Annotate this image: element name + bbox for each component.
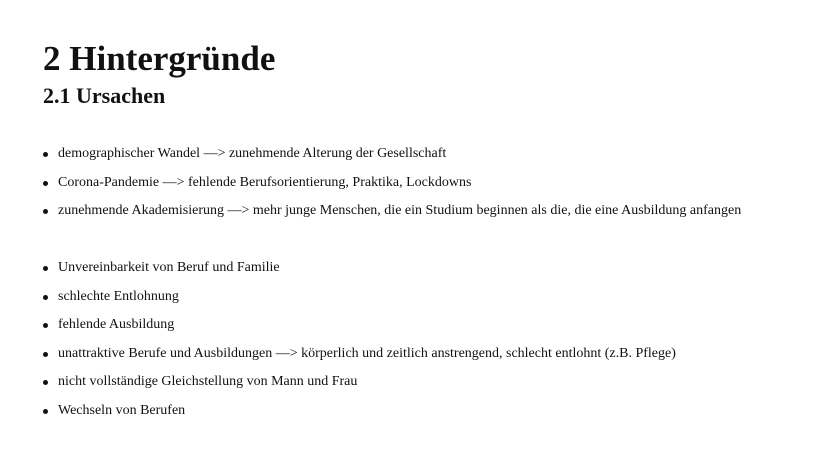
section-title: 2.1 Ursachen [43,83,166,108]
list-item-text: unattraktive Berufe und Ausbildungen —> körperlich und zeitlich anstrengend, schlecht entlohnt (z.B. Pflege) [58,345,676,361]
list-item [43,340,676,369]
cause-list-secondary [43,254,676,425]
list-item [43,283,676,312]
list-item-text: Unvereinbarkeit von Beruf und Familie [58,260,280,275]
list-item-text: demographischer Wandel —> zunehmende Alterung der Gesellschaft [58,146,447,161]
bullet-icon [43,352,48,357]
list-item-text: zunehmende Akademisierung —> mehr junge Menschen, die ein Studium beginnen als die, die eine Ausbildung anfangen [58,203,742,218]
list-item [43,397,676,426]
bullet-icon [43,266,48,271]
list-item [43,368,676,397]
page-title: 2 Hintergründe [43,39,276,78]
bullet-icon [43,323,48,328]
cause-list-primary [43,140,741,226]
bullet-icon [43,152,48,157]
list-item-text: Corona-Pandemie —> fehlende Berufsorientierung, Praktika, Lockdowns [58,174,472,190]
bullet-icon [43,409,48,414]
bullet-icon [43,209,48,214]
list-item [43,169,741,198]
list-item [43,140,741,169]
list-item [43,254,676,283]
bullet-icon [43,380,48,385]
list-item [43,311,676,340]
list-item-text: Wechseln von Berufen [58,402,186,418]
list-item-text: nicht vollständige Gleichstellung von Mann und Frau [58,374,358,389]
bullet-icon [43,181,48,186]
list-item-text: fehlende Ausbildung [58,317,175,332]
bullet-icon [43,295,48,300]
list-item-text: schlechte Entlohnung [58,288,179,304]
list-item [43,197,741,226]
